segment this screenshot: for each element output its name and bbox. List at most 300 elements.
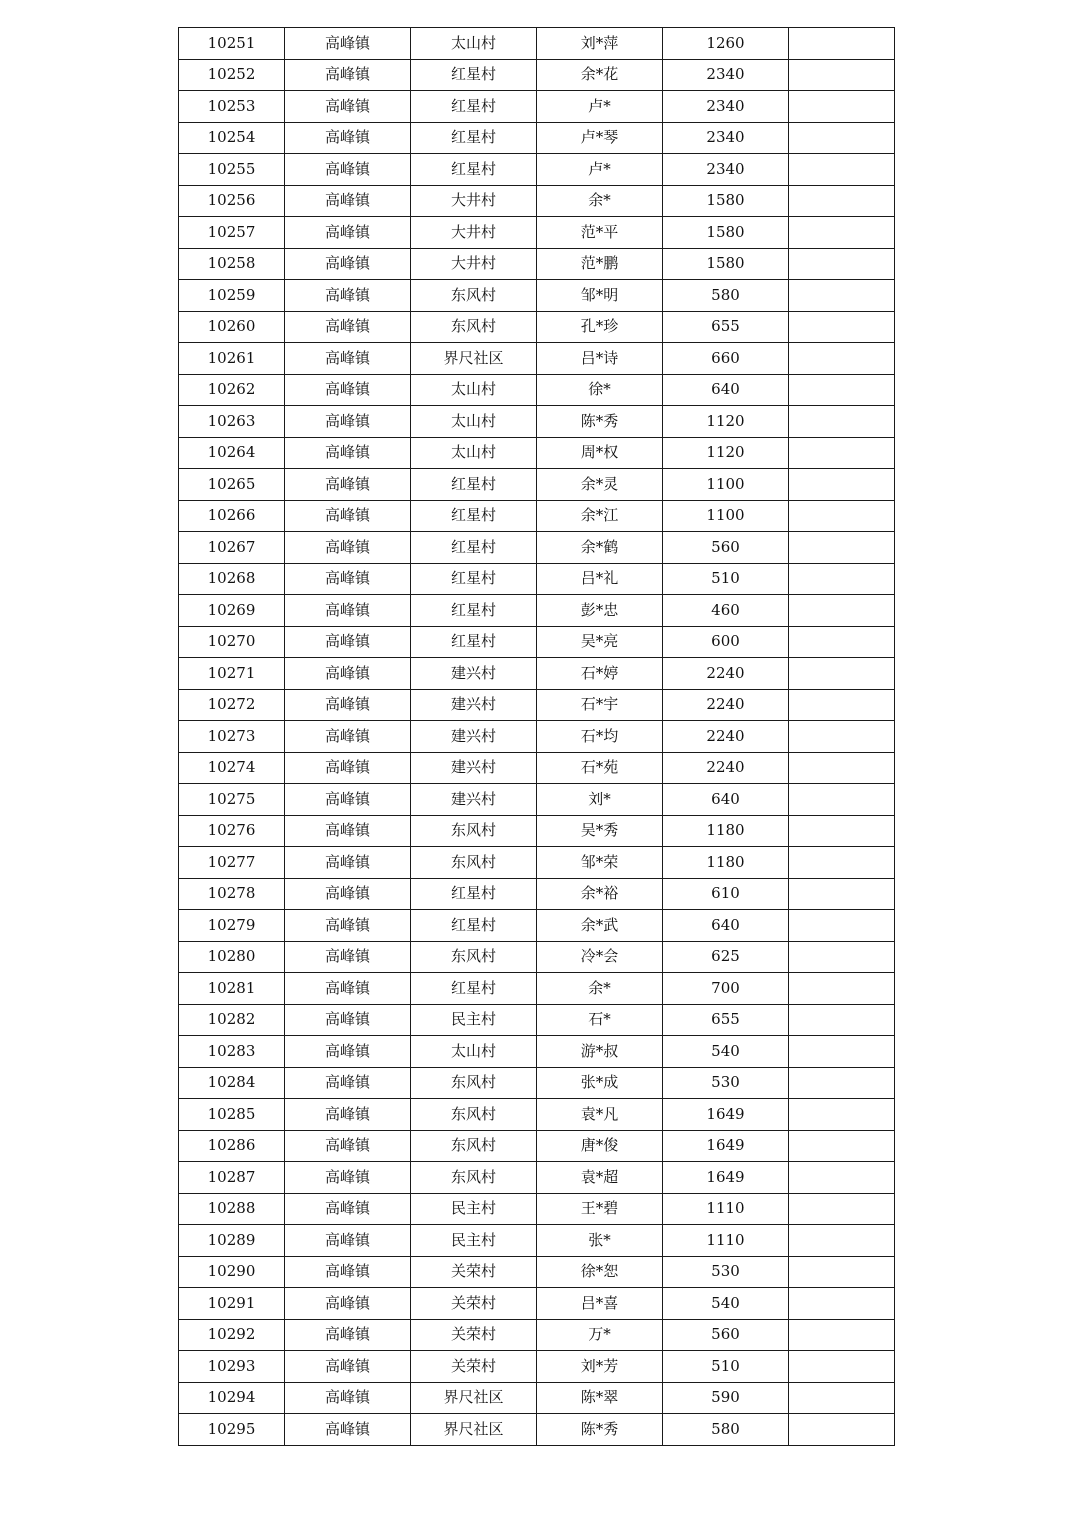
table-row (179, 595, 895, 627)
cell-id: 10261 (179, 343, 285, 375)
cell-town: 高峰镇 (285, 563, 411, 595)
table-row (179, 721, 895, 753)
cell-id: 10280 (179, 941, 285, 973)
cell-village: 东风村 (411, 1099, 537, 1131)
cell-id: 10251 (179, 28, 285, 60)
table-row (179, 1256, 895, 1288)
table-row (179, 374, 895, 406)
cell-note (789, 658, 895, 690)
cell-name: 邹*荣 (537, 847, 663, 879)
cell-town: 高峰镇 (285, 217, 411, 249)
table-row (179, 1225, 895, 1257)
cell-town: 高峰镇 (285, 973, 411, 1005)
cell-amount: 2240 (663, 721, 789, 753)
cell-id: 10293 (179, 1351, 285, 1383)
cell-village: 关荣村 (411, 1288, 537, 1320)
cell-id: 10259 (179, 280, 285, 312)
table-row (179, 248, 895, 280)
cell-name: 吴*秀 (537, 815, 663, 847)
cell-village: 东风村 (411, 847, 537, 879)
cell-note (789, 689, 895, 721)
cell-town: 高峰镇 (285, 1382, 411, 1414)
cell-village: 红星村 (411, 878, 537, 910)
table-row (179, 1319, 895, 1351)
cell-name: 袁*凡 (537, 1099, 663, 1131)
cell-id: 10287 (179, 1162, 285, 1194)
cell-id: 10263 (179, 406, 285, 438)
cell-village: 红星村 (411, 973, 537, 1005)
cell-town: 高峰镇 (285, 437, 411, 469)
cell-amount: 655 (663, 1004, 789, 1036)
table-row (179, 1414, 895, 1446)
cell-id: 10286 (179, 1130, 285, 1162)
cell-town: 高峰镇 (285, 91, 411, 123)
cell-village: 东风村 (411, 1130, 537, 1162)
cell-note (789, 1067, 895, 1099)
cell-name: 刘*芳 (537, 1351, 663, 1383)
cell-note (789, 1036, 895, 1068)
cell-note (789, 91, 895, 123)
cell-name: 万* (537, 1319, 663, 1351)
cell-note (789, 154, 895, 186)
cell-id: 10267 (179, 532, 285, 564)
cell-village: 太山村 (411, 374, 537, 406)
cell-town: 高峰镇 (285, 1225, 411, 1257)
cell-amount: 1649 (663, 1099, 789, 1131)
cell-village: 建兴村 (411, 658, 537, 690)
cell-town: 高峰镇 (285, 752, 411, 784)
cell-amount: 640 (663, 374, 789, 406)
cell-name: 余*花 (537, 59, 663, 91)
cell-village: 东风村 (411, 1067, 537, 1099)
cell-amount: 1120 (663, 406, 789, 438)
cell-village: 东风村 (411, 1162, 537, 1194)
cell-town: 高峰镇 (285, 311, 411, 343)
table-row (179, 217, 895, 249)
cell-village: 红星村 (411, 122, 537, 154)
cell-id: 10254 (179, 122, 285, 154)
cell-name: 余*江 (537, 500, 663, 532)
cell-id: 10289 (179, 1225, 285, 1257)
cell-name: 彭*忠 (537, 595, 663, 627)
cell-village: 民主村 (411, 1193, 537, 1225)
cell-note (789, 311, 895, 343)
cell-town: 高峰镇 (285, 1099, 411, 1131)
cell-town: 高峰镇 (285, 595, 411, 627)
cell-village: 建兴村 (411, 721, 537, 753)
cell-name: 吴*亮 (537, 626, 663, 658)
cell-id: 10270 (179, 626, 285, 658)
cell-name: 石*宇 (537, 689, 663, 721)
cell-note (789, 122, 895, 154)
cell-note (789, 1319, 895, 1351)
table-row (179, 563, 895, 595)
cell-name: 陈*秀 (537, 1414, 663, 1446)
cell-name: 吕*喜 (537, 1288, 663, 1320)
cell-note (789, 437, 895, 469)
cell-village: 红星村 (411, 595, 537, 627)
cell-note (789, 280, 895, 312)
cell-village: 东风村 (411, 280, 537, 312)
cell-note (789, 217, 895, 249)
cell-id: 10255 (179, 154, 285, 186)
cell-amount: 1180 (663, 815, 789, 847)
table-row (179, 437, 895, 469)
cell-note (789, 973, 895, 1005)
table-row (179, 658, 895, 690)
cell-town: 高峰镇 (285, 532, 411, 564)
cell-id: 10276 (179, 815, 285, 847)
cell-note (789, 721, 895, 753)
cell-name: 孔*珍 (537, 311, 663, 343)
cell-id: 10288 (179, 1193, 285, 1225)
roster-table (178, 27, 895, 1446)
table-row (179, 91, 895, 123)
table-row (179, 973, 895, 1005)
cell-amount: 625 (663, 941, 789, 973)
cell-name: 卢* (537, 154, 663, 186)
cell-amount: 590 (663, 1382, 789, 1414)
cell-town: 高峰镇 (285, 1351, 411, 1383)
cell-town: 高峰镇 (285, 878, 411, 910)
table-row (179, 941, 895, 973)
cell-id: 10278 (179, 878, 285, 910)
cell-amount: 560 (663, 1319, 789, 1351)
cell-village: 建兴村 (411, 752, 537, 784)
cell-name: 石*苑 (537, 752, 663, 784)
table-row (179, 59, 895, 91)
cell-name: 吕*礼 (537, 563, 663, 595)
table-row (179, 532, 895, 564)
table-row (179, 1004, 895, 1036)
cell-note (789, 1193, 895, 1225)
cell-note (789, 469, 895, 501)
cell-name: 石* (537, 1004, 663, 1036)
cell-amount: 1580 (663, 248, 789, 280)
cell-amount: 1110 (663, 1225, 789, 1257)
cell-name: 石*婷 (537, 658, 663, 690)
cell-village: 建兴村 (411, 689, 537, 721)
cell-id: 10266 (179, 500, 285, 532)
cell-note (789, 941, 895, 973)
cell-town: 高峰镇 (285, 941, 411, 973)
cell-amount: 510 (663, 563, 789, 595)
cell-name: 余*武 (537, 910, 663, 942)
cell-name: 陈*秀 (537, 406, 663, 438)
table-row (179, 311, 895, 343)
cell-name: 张*成 (537, 1067, 663, 1099)
cell-note (789, 343, 895, 375)
cell-town: 高峰镇 (285, 154, 411, 186)
cell-village: 红星村 (411, 59, 537, 91)
cell-amount: 640 (663, 910, 789, 942)
cell-village: 关荣村 (411, 1319, 537, 1351)
cell-amount: 700 (663, 973, 789, 1005)
cell-town: 高峰镇 (285, 28, 411, 60)
cell-note (789, 500, 895, 532)
cell-town: 高峰镇 (285, 185, 411, 217)
cell-town: 高峰镇 (285, 1162, 411, 1194)
cell-village: 红星村 (411, 154, 537, 186)
cell-note (789, 752, 895, 784)
cell-name: 陈*翠 (537, 1382, 663, 1414)
cell-amount: 610 (663, 878, 789, 910)
table-row (179, 280, 895, 312)
cell-amount: 530 (663, 1256, 789, 1288)
cell-note (789, 248, 895, 280)
cell-town: 高峰镇 (285, 1036, 411, 1068)
cell-note (789, 595, 895, 627)
cell-amount: 580 (663, 280, 789, 312)
cell-amount: 2240 (663, 658, 789, 690)
cell-note (789, 1130, 895, 1162)
cell-town: 高峰镇 (285, 1288, 411, 1320)
cell-amount: 540 (663, 1036, 789, 1068)
cell-name: 周*权 (537, 437, 663, 469)
cell-amount: 1580 (663, 185, 789, 217)
cell-name: 卢* (537, 91, 663, 123)
cell-village: 红星村 (411, 91, 537, 123)
cell-note (789, 1288, 895, 1320)
table-row (179, 1162, 895, 1194)
cell-amount: 2340 (663, 91, 789, 123)
cell-village: 红星村 (411, 563, 537, 595)
table-row (179, 878, 895, 910)
cell-name: 唐*俊 (537, 1130, 663, 1162)
cell-village: 关荣村 (411, 1256, 537, 1288)
cell-name: 邹*明 (537, 280, 663, 312)
cell-name: 徐*恕 (537, 1256, 663, 1288)
cell-id: 10283 (179, 1036, 285, 1068)
cell-amount: 510 (663, 1351, 789, 1383)
cell-town: 高峰镇 (285, 626, 411, 658)
cell-town: 高峰镇 (285, 689, 411, 721)
cell-amount: 660 (663, 343, 789, 375)
cell-id: 10264 (179, 437, 285, 469)
cell-note (789, 910, 895, 942)
cell-note (789, 563, 895, 595)
cell-note (789, 626, 895, 658)
cell-town: 高峰镇 (285, 122, 411, 154)
cell-town: 高峰镇 (285, 1067, 411, 1099)
cell-amount: 460 (663, 595, 789, 627)
cell-name: 余*鹤 (537, 532, 663, 564)
cell-town: 高峰镇 (285, 406, 411, 438)
cell-id: 10277 (179, 847, 285, 879)
roster-table-body (179, 28, 895, 1446)
cell-name: 袁*超 (537, 1162, 663, 1194)
cell-note (789, 1256, 895, 1288)
cell-note (789, 59, 895, 91)
cell-name: 范*平 (537, 217, 663, 249)
cell-village: 大井村 (411, 185, 537, 217)
cell-village: 民主村 (411, 1225, 537, 1257)
table-row (179, 626, 895, 658)
cell-id: 10260 (179, 311, 285, 343)
cell-note (789, 1382, 895, 1414)
cell-village: 太山村 (411, 1036, 537, 1068)
table-row (179, 343, 895, 375)
cell-amount: 1100 (663, 469, 789, 501)
cell-amount: 1649 (663, 1162, 789, 1194)
table-row (179, 847, 895, 879)
cell-amount: 655 (663, 311, 789, 343)
cell-amount: 2340 (663, 122, 789, 154)
cell-id: 10253 (179, 91, 285, 123)
cell-town: 高峰镇 (285, 59, 411, 91)
cell-note (789, 847, 895, 879)
cell-village: 东风村 (411, 815, 537, 847)
cell-name: 徐* (537, 374, 663, 406)
cell-id: 10290 (179, 1256, 285, 1288)
cell-id: 10252 (179, 59, 285, 91)
cell-amount: 1649 (663, 1130, 789, 1162)
cell-name: 余* (537, 973, 663, 1005)
cell-amount: 2340 (663, 59, 789, 91)
cell-town: 高峰镇 (285, 280, 411, 312)
cell-id: 10285 (179, 1099, 285, 1131)
cell-id: 10274 (179, 752, 285, 784)
cell-note (789, 878, 895, 910)
cell-town: 高峰镇 (285, 343, 411, 375)
cell-note (789, 28, 895, 60)
cell-id: 10294 (179, 1382, 285, 1414)
cell-amount: 1110 (663, 1193, 789, 1225)
cell-amount: 600 (663, 626, 789, 658)
cell-name: 范*鹏 (537, 248, 663, 280)
cell-note (789, 374, 895, 406)
table-row (179, 784, 895, 816)
cell-amount: 1580 (663, 217, 789, 249)
cell-note (789, 1099, 895, 1131)
table-row (179, 1193, 895, 1225)
cell-village: 东风村 (411, 311, 537, 343)
cell-town: 高峰镇 (285, 721, 411, 753)
table-row (179, 185, 895, 217)
cell-note (789, 532, 895, 564)
cell-amount: 560 (663, 532, 789, 564)
cell-village: 建兴村 (411, 784, 537, 816)
cell-amount: 530 (663, 1067, 789, 1099)
cell-town: 高峰镇 (285, 1130, 411, 1162)
table-row (179, 910, 895, 942)
cell-village: 东风村 (411, 941, 537, 973)
table-row (179, 1130, 895, 1162)
table-row (179, 500, 895, 532)
cell-id: 10258 (179, 248, 285, 280)
cell-name: 冷*会 (537, 941, 663, 973)
cell-name: 卢*琴 (537, 122, 663, 154)
cell-town: 高峰镇 (285, 658, 411, 690)
cell-name: 游*叔 (537, 1036, 663, 1068)
cell-village: 民主村 (411, 1004, 537, 1036)
cell-amount: 1260 (663, 28, 789, 60)
cell-village: 界尺社区 (411, 1414, 537, 1446)
cell-town: 高峰镇 (285, 1193, 411, 1225)
table-row (179, 469, 895, 501)
cell-id: 10262 (179, 374, 285, 406)
cell-town: 高峰镇 (285, 1319, 411, 1351)
cell-town: 高峰镇 (285, 1004, 411, 1036)
cell-village: 界尺社区 (411, 343, 537, 375)
cell-village: 大井村 (411, 217, 537, 249)
cell-amount: 1180 (663, 847, 789, 879)
cell-amount: 2240 (663, 689, 789, 721)
cell-amount: 1100 (663, 500, 789, 532)
cell-village: 红星村 (411, 910, 537, 942)
cell-id: 10284 (179, 1067, 285, 1099)
cell-amount: 2340 (663, 154, 789, 186)
cell-amount: 640 (663, 784, 789, 816)
cell-name: 王*碧 (537, 1193, 663, 1225)
cell-town: 高峰镇 (285, 910, 411, 942)
cell-village: 太山村 (411, 28, 537, 60)
cell-id: 10295 (179, 1414, 285, 1446)
table-row (179, 406, 895, 438)
cell-note (789, 784, 895, 816)
cell-town: 高峰镇 (285, 1256, 411, 1288)
cell-amount: 580 (663, 1414, 789, 1446)
table-row (179, 1067, 895, 1099)
cell-town: 高峰镇 (285, 847, 411, 879)
cell-name: 余* (537, 185, 663, 217)
table-row (179, 28, 895, 60)
cell-town: 高峰镇 (285, 815, 411, 847)
cell-id: 10257 (179, 217, 285, 249)
cell-name: 石*均 (537, 721, 663, 753)
cell-village: 太山村 (411, 437, 537, 469)
cell-name: 余*裕 (537, 878, 663, 910)
cell-id: 10272 (179, 689, 285, 721)
table-row (179, 154, 895, 186)
cell-note (789, 1162, 895, 1194)
cell-town: 高峰镇 (285, 374, 411, 406)
cell-note (789, 815, 895, 847)
table-row (179, 1382, 895, 1414)
cell-id: 10275 (179, 784, 285, 816)
table-row (179, 1099, 895, 1131)
cell-note (789, 1351, 895, 1383)
cell-village: 红星村 (411, 500, 537, 532)
table-row (179, 1288, 895, 1320)
cell-id: 10282 (179, 1004, 285, 1036)
table-row (179, 815, 895, 847)
cell-note (789, 1004, 895, 1036)
cell-village: 太山村 (411, 406, 537, 438)
cell-id: 10273 (179, 721, 285, 753)
cell-id: 10279 (179, 910, 285, 942)
cell-id: 10256 (179, 185, 285, 217)
cell-town: 高峰镇 (285, 469, 411, 501)
cell-id: 10265 (179, 469, 285, 501)
table-row (179, 122, 895, 154)
cell-note (789, 1414, 895, 1446)
cell-village: 红星村 (411, 469, 537, 501)
cell-id: 10281 (179, 973, 285, 1005)
cell-id: 10269 (179, 595, 285, 627)
cell-town: 高峰镇 (285, 784, 411, 816)
cell-note (789, 1225, 895, 1257)
cell-village: 红星村 (411, 626, 537, 658)
cell-amount: 540 (663, 1288, 789, 1320)
cell-name: 刘*萍 (537, 28, 663, 60)
cell-town: 高峰镇 (285, 1414, 411, 1446)
cell-town: 高峰镇 (285, 500, 411, 532)
cell-id: 10292 (179, 1319, 285, 1351)
cell-id: 10271 (179, 658, 285, 690)
table-row (179, 752, 895, 784)
cell-amount: 1120 (663, 437, 789, 469)
